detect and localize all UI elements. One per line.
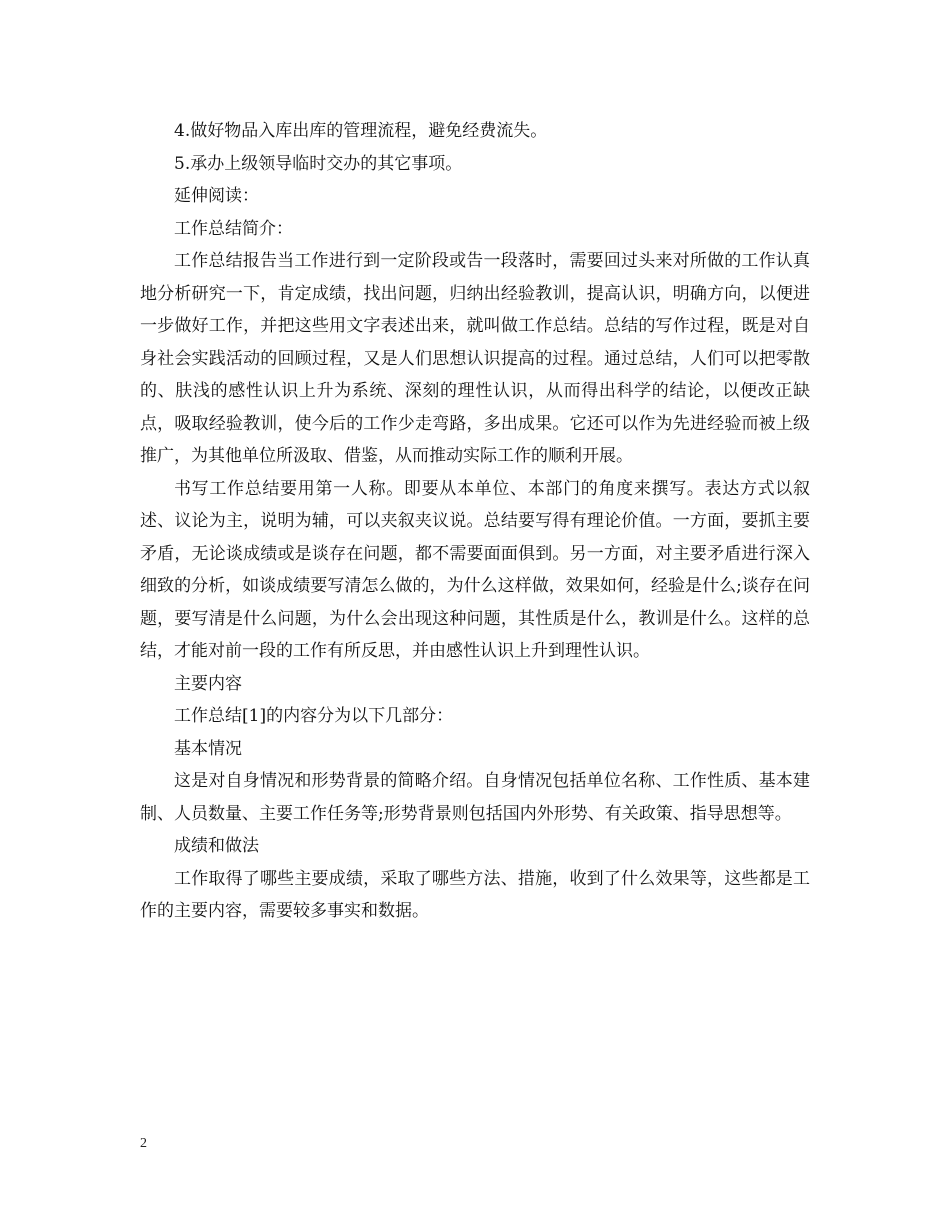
page-number: 2	[140, 1136, 147, 1151]
extended-reading-heading: 延伸阅读：	[174, 186, 259, 206]
summary-intro-heading: 工作总结简介：	[174, 218, 293, 239]
paragraph-intro: 工作总结报告当工作进行到一定阶段或告一段落时，需要回过头来对所做的工作认真地分析研究一下，肯定成绩，找出问题，归纳出经验教训，提高认识，明确方向，以便进一步做好工作，并把这些用文字表述出来，就叫做工作总结。总结的写作过程，既是对自身社会实践活动的回顾过程，又是人们思想认识提高的过程。通过总结，人们可以把零散的、肤浅的感性认识上升为系统、深刻的理性认识，从而得出科学的结论，以便改正缺点，吸取经验教训，使今后的工作少走弯路，多出成果。它还可以作为先进经验而被上级推广，为其他单位所汲取、借鉴，从而推动实际工作的顺利开展。	[140, 251, 810, 466]
document-body	[140, 115, 810, 928]
paragraph-parts: 工作总结[1]的内容分为以下几部分：	[174, 706, 454, 726]
basic-situation-heading: 基本情况	[174, 738, 242, 759]
achievements-heading: 成绩和做法	[174, 836, 259, 856]
paragraph-basic-situation: 这是对自身情况和形势背景的简略介绍。自身情况包括单位名称、工作性质、基本建制、人员数量、主要工作任务等;形势背景则包括国内外形势、有关政策、指导思想等。	[140, 771, 810, 824]
main-content-heading: 主要内容	[174, 673, 242, 694]
paragraph-writing: 书写工作总结要用第一人称。即要从本单位、本部门的角度来撰写。表达方式以叙述、议论为主，说明为辅，可以夹叙夹议说。总结要写得有理论价值。一方面，要抓主要矛盾，无论谈成绩或是谈存在问题，都不需要面面俱到。另一方面，对主要矛盾进行深入细致的分析，如谈成绩要写清怎么做的，为什么这样做，效果如何，经验是什么;谈存在问题，要写清是什么问题，为什么会出现这种问题，其性质是什么，教训是什么。这样的总结，才能对前一段的工作有所反思，并由感性认识上升到理性认识。	[140, 478, 810, 661]
paragraph-item-4: 4.做好物品入库出库的管理流程，避免经费流失。	[174, 121, 548, 141]
paragraph-item-5: 5.承办上级领导临时交办的其它事项。	[174, 153, 463, 174]
paragraph-achievements: 工作取得了哪些主要成绩，采取了哪些方法、措施，收到了什么效果等，这些都是工作的主要内容，需要较多事实和数据。	[140, 868, 810, 921]
